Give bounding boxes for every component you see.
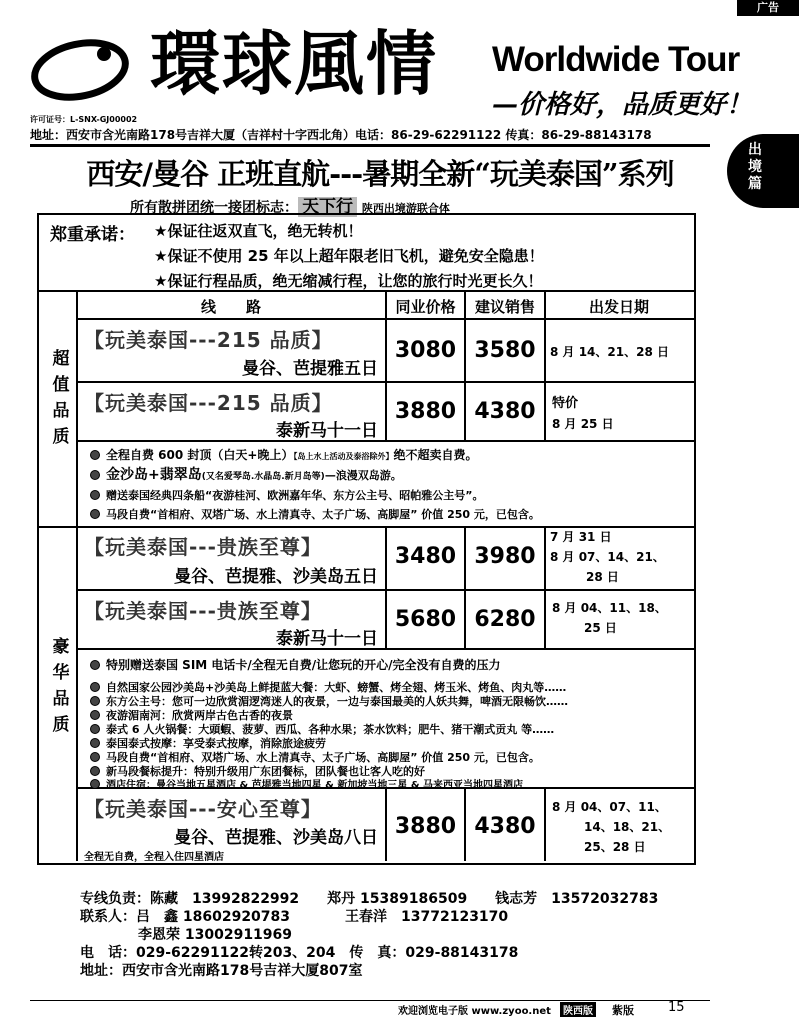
feature-item: 夜游湄南河：欣赏两岸古色古香的夜景 [90, 707, 293, 723]
license-number: 许可证号：L-SNX-GJ00002 [30, 115, 138, 124]
header-divider [30, 144, 710, 147]
trade-price: 3080 [394, 338, 457, 363]
col-header-route: 线 路 [200, 298, 261, 316]
date-line: 特价 [552, 396, 579, 411]
feature-item [90, 506, 540, 522]
feature-item [90, 464, 402, 484]
brand-name-cn: 環球風情 [150, 23, 438, 105]
logo-icon [30, 34, 130, 104]
col-header-retail-price: 建议销售 [474, 298, 535, 316]
col-header-departure: 出发日期 [588, 298, 649, 316]
route-title: 【玩美泰国---贵族至尊】 [84, 599, 322, 623]
feature-item: 自然国家公园沙美岛+沙美岛上鲜提蓝大餐：大虾、螃蟹、烤全翅、烤玉米、烤鱼、肉丸等…… [90, 679, 566, 695]
trade-price: 3480 [394, 544, 457, 569]
feature-main: 马段自费“首相府、双塔广场、水上清真寺、太子广场、高脚屋” 价值 250 元，已包含。 [106, 508, 540, 521]
route-title: 【玩美泰国---215 品质】 [84, 391, 333, 415]
grid-line [76, 381, 694, 383]
contact-line: 专线负责：陈藏 13992822992 郑丹 15389186509 钱志芳 13572032783 [80, 891, 659, 907]
date-line: 8 月 07、14、21、 [550, 550, 665, 564]
date-line: 25、28 日 [584, 840, 646, 854]
feature-item: 泰国泰式按摩：享受泰式按摩，消除旅途疲劳 [90, 735, 326, 751]
footer-website: 欢迎浏览电子版 www.zyoo.net [398, 1006, 551, 1017]
departure-dates [552, 797, 670, 857]
headline: 西安/曼谷 正班直航---暑期全新“玩美泰国”系列 [86, 157, 674, 191]
feature-item: 特别赠送泰国 SIM 电话卡/全程无自费/让您玩的开心/完全没有自费的压力 [90, 656, 501, 673]
contact-line: 王春洋 13772123170 [345, 909, 509, 925]
contact-line: 联系人：吕 鑫 18602920783 [80, 909, 291, 925]
grid-line [544, 787, 546, 861]
feature-item [90, 446, 477, 463]
date-line: 8 月 04、07、11、 [552, 800, 667, 814]
date-line: 8 月 25 日 [552, 417, 614, 431]
departure-dates [550, 527, 665, 587]
date-line: 28 日 [586, 570, 619, 584]
feature-item [90, 487, 483, 503]
feature-end: 绝不超卖自费。 [393, 448, 478, 462]
company-address: 地址：西安市含光南路178号吉祥大厦（吉祥村十字西北角）电话：86-29-62291122 传真：86-29-88143178 [30, 128, 652, 142]
trade-price: 5680 [394, 607, 457, 632]
promise-item: ★保证行程品质，绝无缩减行程，让您的旅行时光更长久！ [154, 272, 543, 290]
route-subtitle: 泰新马十一日 [276, 421, 378, 441]
footer-edition: 紫版 [612, 1004, 634, 1017]
trade-price: 3880 [394, 814, 457, 839]
promise-item: ★保证不使用 25 年以上超年限老旧飞机，避免安全隐患！ [154, 247, 544, 265]
brand-name-en: Worldwide Tour [492, 40, 740, 79]
route-subtitle: 曼谷、芭提雅、沙美岛八日 [174, 828, 378, 848]
date-line: 8 月 04、11、18、 [552, 601, 667, 615]
grid-line [76, 589, 694, 591]
promise-item: ★保证往返双直飞，绝无转机！ [154, 222, 363, 240]
promise-label: 郑重承诺： [50, 225, 135, 245]
retail-price: 3580 [474, 338, 536, 363]
date-line: 7 月 31 日 [550, 530, 612, 544]
feature-note: 【岛上水上活动及泰浴除外】 [293, 452, 394, 461]
departure-dates [552, 598, 667, 638]
section-tab-label: 出境篇 [748, 142, 762, 192]
route-subtitle: 曼谷、芭提雅五日 [242, 359, 378, 379]
grid-line [544, 526, 546, 648]
departure-dates [550, 342, 669, 362]
feature-main: 赠送泰国经典四条船“夜游桂河、欧洲嘉年华、东方公主号、昭帕雅公主号”。 [106, 489, 484, 502]
page-number: 15 [668, 1000, 685, 1015]
subhead-highlight: 天下行 [298, 197, 357, 217]
route-title: 【玩美泰国---215 品质】 [84, 328, 333, 352]
feature-item: 泰式 6 人火锅餐：大頭蝦、菠萝、西瓜、各种水果；茶水饮料；肥牛、猪干潮式贡丸 等…… [90, 721, 554, 737]
row-note: 全程无自费，全程入住四星酒店 [84, 852, 224, 863]
retail-price: 4380 [474, 814, 536, 839]
contact-line: 电 话：029-62291122转203、204 传 真：029-88143178 [80, 945, 519, 961]
contact-line: 李恩荣 13002911969 [138, 927, 293, 943]
col-header-trade-price: 同业价格 [395, 298, 456, 316]
route-title: 【玩美泰国---安心至尊】 [84, 797, 322, 821]
route-subtitle: 曼谷、芭提雅、沙美岛五日 [174, 567, 378, 587]
feature-main: 金沙岛+翡翠岛 [106, 467, 202, 483]
retail-price: 4380 [474, 399, 536, 424]
ad-tab: 广告 [737, 0, 799, 16]
grid-line [76, 290, 78, 861]
feature-item: 酒店住宿：曼谷当地五星酒店 & 芭堤雅当地四星 & 新加坡当地三星 & 马来西亚当地四星酒店 [90, 776, 523, 791]
feature-item: 东方公主号：您可一边欣赏湄逻湾迷人的夜景，一边与泰国最美的人妖共舞，啤酒无限畅饮…… [90, 693, 568, 709]
trade-price: 3880 [394, 399, 457, 424]
grid-line [37, 290, 694, 292]
date-line: 14、18、21、 [584, 820, 671, 834]
feature-note: (又名爱琴岛.水晶岛.新月岛等) [201, 472, 325, 482]
feature-end: —浪漫双岛游。 [324, 469, 402, 482]
retail-price: 3980 [474, 544, 536, 569]
category-label: 超值品质 [52, 349, 70, 447]
date-line: 25 日 [584, 621, 617, 635]
subhead-suffix: 陕西出境游联合体 [361, 202, 450, 215]
footer-badge: 陕西版 [560, 1002, 596, 1017]
feature-item: 马段自费“首相府、双塔广场、水上清真寺、太子广场、高脚屋” 价值 250 元，已包含。 [90, 749, 540, 765]
date-line: 8 月 14、21、28 日 [550, 345, 669, 359]
section-tab [727, 134, 799, 208]
route-subtitle: 泰新马十一日 [276, 629, 378, 649]
feature-item: 新马段餐标提升：特别升级用广东团餐标，团队餐也让客人吃的好 [90, 763, 425, 779]
feature-main: 全程自费 600 封顶（白天+晚上） [106, 448, 294, 462]
route-title: 【玩美泰国---贵族至尊】 [84, 535, 322, 559]
departure-dates [552, 394, 614, 434]
subhead-prefix: 所有散拼团统一接团标志： [130, 200, 298, 216]
retail-price: 6280 [474, 607, 536, 632]
footer-divider [30, 1000, 710, 1001]
slogan: —价格好，品质更好！ [492, 90, 753, 120]
contact-address: 地址：西安市含光南路178号吉祥大厦807室 [80, 963, 363, 979]
category-label: 豪华品质 [52, 637, 70, 735]
